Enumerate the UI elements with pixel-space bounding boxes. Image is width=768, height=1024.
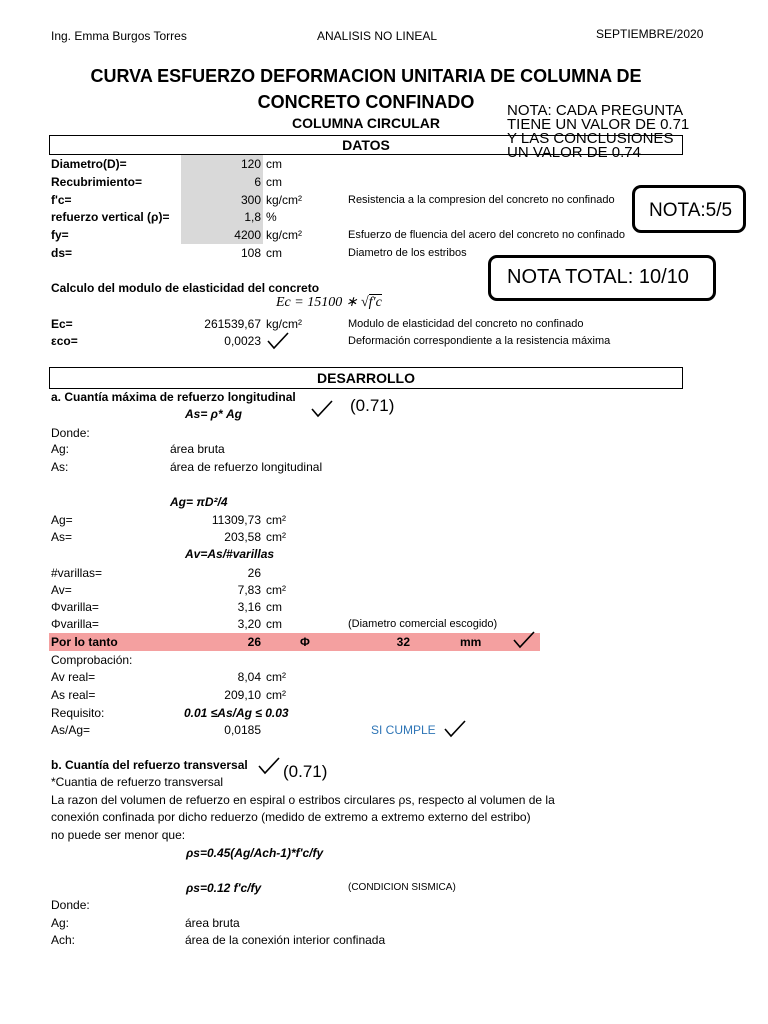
datos-desc: Resistencia a la compresion del concreto no confinado <box>348 194 615 206</box>
nota-line: UN VALOR DE 0.74 <box>507 144 641 161</box>
datos-desc: Esfuerzo de fluencia del acero del concreto no confinado <box>348 229 626 241</box>
ag-desc: área bruta <box>170 442 225 456</box>
check-icon <box>310 399 334 419</box>
nota-line: TIENE UN VALOR DE 0.71 <box>507 116 690 133</box>
ec-desc: Modulo de elasticidad del concreto no confinado <box>348 318 584 330</box>
datos-unit: cm <box>266 175 282 189</box>
datos-label: fy= <box>51 228 69 242</box>
page-title-line1: CURVA ESFUERZO DEFORMACION UNITARIA DE COLUMNA DE <box>90 66 642 86</box>
av-label: Av= <box>51 583 72 597</box>
ec-label: Ec= <box>51 317 73 331</box>
ag-eq-value: 11309,73 <box>211 513 261 527</box>
nvar-label: #varillas= <box>51 566 103 580</box>
section-b-score: (0.71) <box>283 762 328 781</box>
nota-line: NOTA: CADA PREGUNTA <box>507 102 684 119</box>
datos-label: Diametro(D)= <box>51 157 127 171</box>
av-unit: cm² <box>266 583 286 597</box>
requisito-formula: 0.01 ≤As/Ag ≤ 0.03 <box>184 706 289 720</box>
b-ag-label: Ag: <box>51 916 70 930</box>
datos-label: Recubrimiento= <box>51 175 143 189</box>
section-b-title: b. Cuantía del refuerzo transversal <box>51 758 248 772</box>
datos-unit: cm <box>266 157 282 171</box>
datos-desc: Diametro de los estribos <box>348 247 467 259</box>
datos-value: 4200 <box>234 228 261 242</box>
si-cumple: SI CUMPLE <box>371 723 436 737</box>
formula-radicand: f′c <box>368 295 382 310</box>
av-formula: Av=As/#varillas <box>185 547 275 561</box>
phi2-desc: (Diametro comercial escogido) <box>348 618 498 630</box>
condicion-sismica: (CONDICION SISMICA) <box>348 882 456 893</box>
check-icon <box>443 719 467 739</box>
modulo-title: Calculo del modulo de elasticidad del concreto <box>51 281 320 295</box>
ec-formula <box>276 294 382 311</box>
asreal-value: 209,10 <box>224 688 261 702</box>
b-ag-desc: área bruta <box>185 916 240 930</box>
as-eq-label: As= <box>51 530 73 544</box>
ec-unit: kg/cm² <box>266 317 302 331</box>
asreal-unit: cm² <box>266 688 286 702</box>
ag-label: Ag: <box>51 442 70 456</box>
sqrt-sign: √ <box>360 295 369 310</box>
asag-label: As/Ag= <box>51 723 91 737</box>
author: Ing. Emma Burgos Torres <box>51 29 187 43</box>
check-icon <box>266 331 290 351</box>
requisito-label: Requisito: <box>51 706 105 720</box>
portanto-diameter: 32 <box>396 635 410 649</box>
datos-value: 6 <box>254 175 261 189</box>
page-subtitle: COLUMNA CIRCULAR <box>291 115 441 131</box>
asag-value: 0,0185 <box>224 723 261 737</box>
as-label: As: <box>51 460 69 474</box>
datos-label: refuerzo vertical (ρ)= <box>51 210 170 224</box>
section-b-subtitle: *Cuantia de refuerzo transversal <box>51 775 224 789</box>
course-name: ANALISIS NO LINEAL <box>317 29 438 43</box>
portanto-label: Por lo tanto <box>51 635 118 649</box>
section-b-paragraph: conexión confinada por dicho reduerzo (medido de extremo a extremo externo del estribo) <box>51 810 531 824</box>
datos-value: 300 <box>240 193 261 207</box>
datos-value: 108 <box>240 246 261 260</box>
datos-label: f'c= <box>51 193 72 207</box>
nota-total-text: NOTA TOTAL: 10/10 <box>507 266 689 288</box>
ag-eq-unit: cm² <box>266 513 286 527</box>
page-title-line2: CONCRETO CONFINADO <box>257 92 475 112</box>
eco-label: εco= <box>51 334 78 348</box>
section-a-title: a. Cuantía máxima de refuerzo longitudinal <box>51 390 296 404</box>
avreal-label: Av real= <box>51 670 96 684</box>
datos-unit: kg/cm² <box>266 228 302 242</box>
portanto-phi: Φ <box>300 635 310 649</box>
check-icon <box>512 630 536 650</box>
desarrollo-header: DESARROLLO <box>49 367 683 389</box>
ag-eq-label: Ag= <box>51 513 73 527</box>
b-donde-label: Donde: <box>51 898 90 912</box>
phi1-label: Φvarilla= <box>51 600 99 614</box>
formula-lhs: Ec = 15100 ∗ <box>276 295 361 310</box>
asreal-label: As real= <box>51 688 96 702</box>
datos-unit: % <box>266 210 277 224</box>
phi2-unit: cm <box>266 617 282 631</box>
b-ach-label: Ach: <box>51 933 76 947</box>
rhos-formula-1: ρs=0.45(Ag/Ach-1)*f'c/fy <box>186 846 324 860</box>
b-ach-desc: área de la conexión interior confinada <box>185 933 386 947</box>
av-value: 7,83 <box>237 583 261 597</box>
section-a-score: (0.71) <box>350 396 395 415</box>
eco-value: 0,0023 <box>224 334 261 348</box>
nvar-value: 26 <box>247 566 261 580</box>
nota-box-text: NOTA:5/5 <box>649 200 733 221</box>
avreal-unit: cm² <box>266 670 286 684</box>
rhos-formula-2: ρs=0.12 f'c/fy <box>186 881 262 895</box>
datos-unit: cm <box>266 246 282 260</box>
date: SEPTIEMBRE/2020 <box>596 27 704 41</box>
as-formula: As= ρ* Ag <box>185 407 242 421</box>
ec-value: 261539,67 <box>204 317 261 331</box>
nota-box <box>632 185 746 233</box>
check-icon <box>257 756 281 776</box>
section-b-paragraph: no puede ser menor que: <box>51 828 186 842</box>
phi2-value: 3,20 <box>237 617 261 631</box>
as-desc: área de refuerzo longitudinal <box>170 460 323 474</box>
as-eq-unit: cm² <box>266 530 286 544</box>
comprobacion-label: Comprobación: <box>51 653 133 667</box>
datos-value: 120 <box>240 157 261 171</box>
portanto-unit: mm <box>460 635 482 649</box>
phi2-label: Φvarilla= <box>51 617 99 631</box>
datos-unit: kg/cm² <box>266 193 302 207</box>
datos-header: DATOS <box>49 135 683 155</box>
datos-value: 1,8 <box>244 210 261 224</box>
nota-total-box <box>488 255 716 301</box>
portanto-count: 26 <box>247 635 261 649</box>
section-b-paragraph: La razon del volumen de refuerzo en espiral o estribos circulares ρs, respecto al volumen de la <box>51 793 555 807</box>
phi1-value: 3,16 <box>237 600 261 614</box>
donde-label: Donde: <box>51 426 90 440</box>
phi1-unit: cm <box>266 600 282 614</box>
nota-line: Y LAS CONCLUSIONES <box>507 130 674 147</box>
as-eq-value: 203,58 <box>224 530 261 544</box>
datos-label: ds= <box>51 246 73 260</box>
ag-formula: Ag= πD²/4 <box>170 495 228 509</box>
eco-desc: Deformación correspondiente a la resistencia máxima <box>348 335 611 347</box>
avreal-value: 8,04 <box>237 670 261 684</box>
